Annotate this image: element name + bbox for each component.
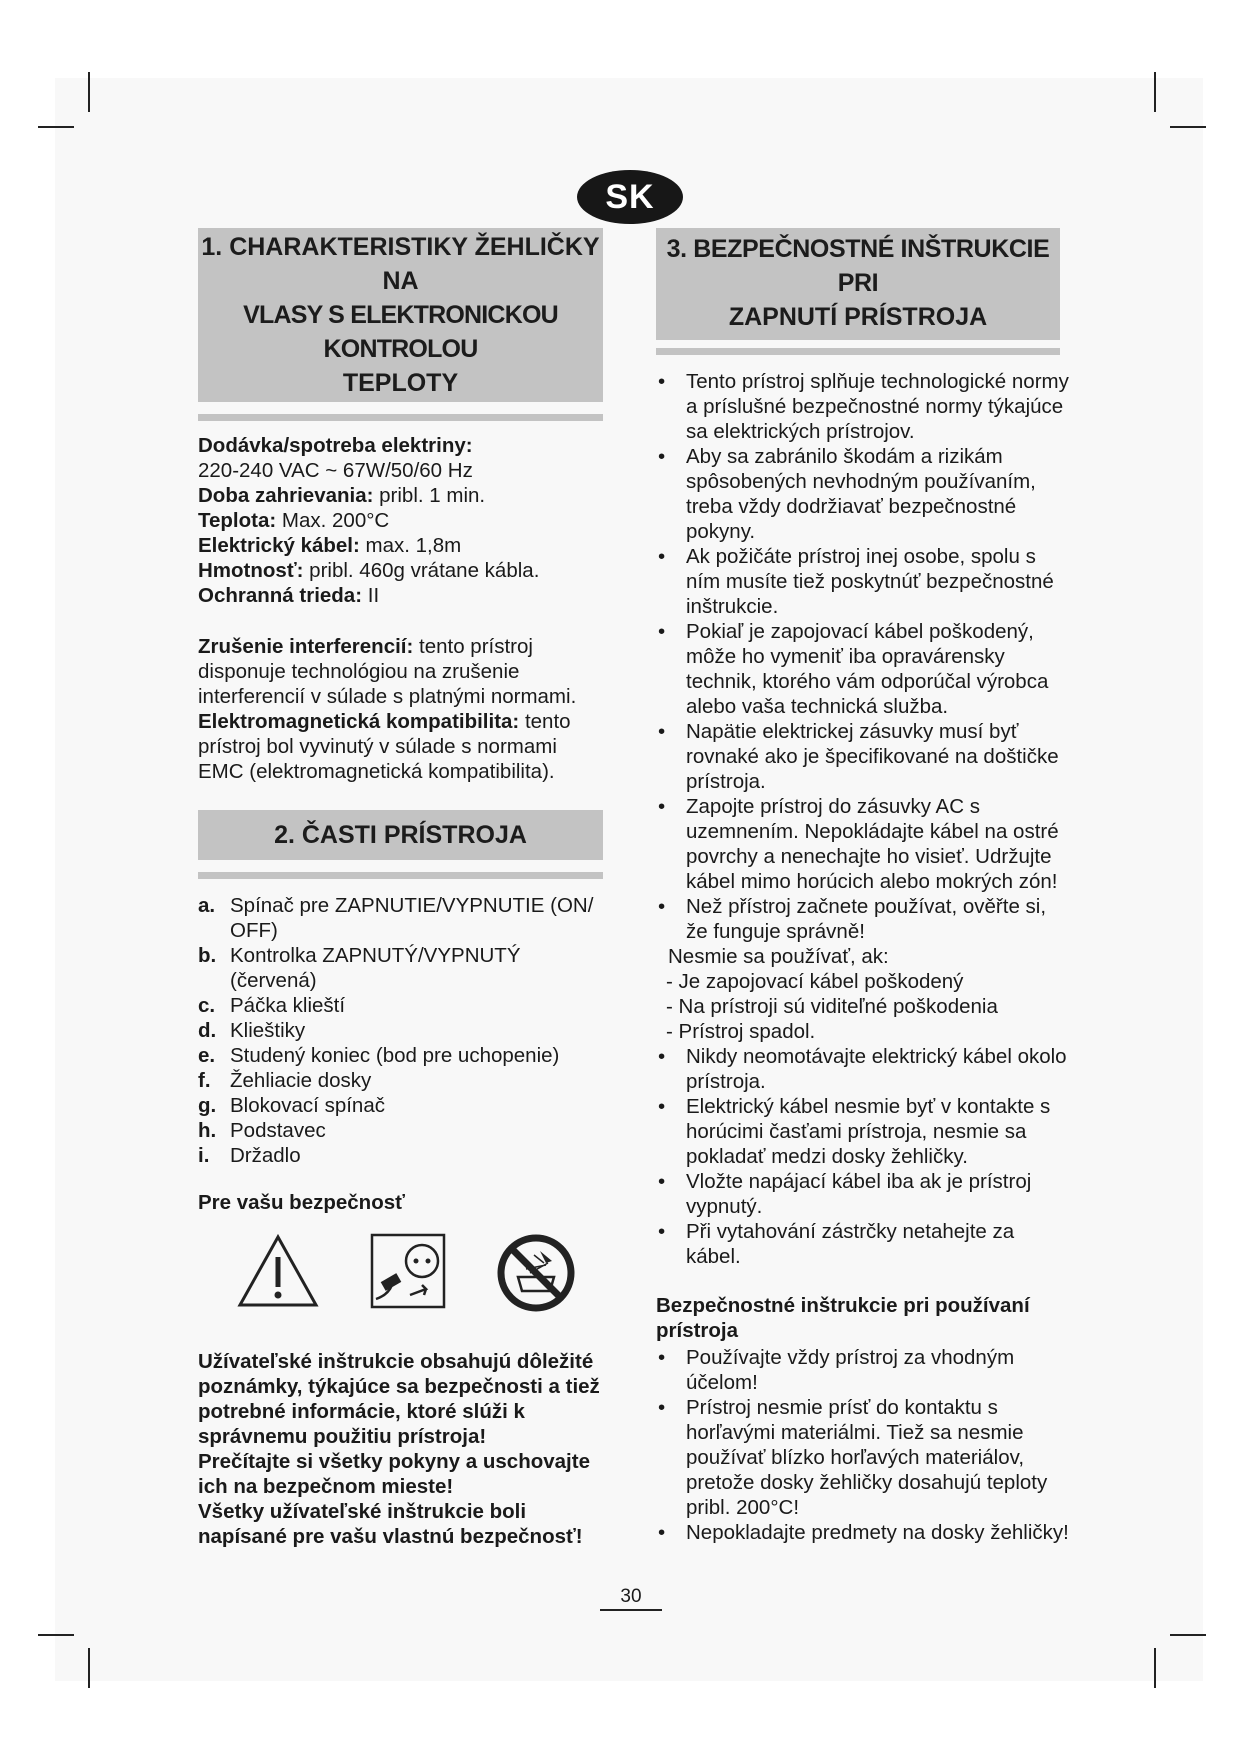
part-key: a.	[198, 894, 216, 917]
crop-mark	[1154, 72, 1156, 112]
part-text: Studený koniec (bod pre uchopenie)	[230, 1044, 560, 1067]
list-item: • Při vytahování zástrčky netahejte za kábel.	[656, 1219, 1072, 1269]
list-item	[198, 1143, 603, 1168]
spec-label: Doba zahrievania:	[198, 484, 374, 507]
list-item: • Napätie elektrickej zásuvky musí byť rovnaké ako je špecifikované na doštičke prístroja.	[656, 719, 1072, 794]
part-text: Blokovací spínač	[230, 1094, 385, 1117]
page-number: 30	[600, 1585, 662, 1611]
part-key: d.	[198, 1019, 217, 1042]
interference-label: Zrušenie interferencií:	[198, 635, 414, 658]
crop-mark	[38, 1634, 74, 1636]
spec-label: Ochranná trieda:	[198, 584, 363, 607]
crop-mark	[38, 126, 74, 128]
emc-label: Elektromagnetická kompatibilita:	[198, 710, 520, 733]
list-item	[198, 993, 603, 1018]
section-1-title	[198, 228, 603, 402]
section-1-title-line: TEPLOTY	[342, 369, 459, 397]
no-water-bath-icon	[496, 1233, 576, 1313]
interference-paragraph	[198, 634, 603, 709]
part-key: f.	[198, 1069, 211, 1092]
list-item: • Nikdy neomotávajte elektrický kábel okolo prístroja.	[656, 1044, 1072, 1094]
list-item: - Prístroj spadol.	[666, 1020, 816, 1043]
part-text: Držadlo	[230, 1144, 301, 1167]
list-item: • Pokiaľ je zapojovací kábel poškodený, môže ho vymeniť iba opravárensky technik, ktorého vám odporúčal výrobca alebo vaša technická služba.	[656, 619, 1072, 719]
right-column	[656, 228, 1072, 1545]
list-item: • Aby sa zabránilo škodám a rizikám spôsobených nevhodným používaním, treba vždy dodržiavať bezpečnostné pokyny.	[656, 444, 1072, 544]
spec-value: max. 1,8m	[359, 534, 462, 557]
emc-paragraph	[198, 709, 603, 784]
safety-icons	[236, 1233, 576, 1313]
list-item	[198, 1018, 603, 1043]
list-item	[198, 1068, 603, 1093]
crop-mark	[1170, 126, 1206, 128]
warning-paragraph	[198, 1349, 603, 1549]
part-key: h.	[198, 1119, 217, 1142]
section-1-title-line: VLASY S ELEKTRONICKOU KONTROLOU	[243, 301, 558, 363]
spec-value: pribl. 1 min.	[373, 484, 486, 507]
part-key: g.	[198, 1094, 217, 1117]
safety-list-b	[656, 1044, 1072, 1269]
spec-value: pribl. 460g vrátane kábla.	[303, 559, 540, 582]
list-item	[198, 1043, 603, 1068]
spec-value: Max. 200°C	[276, 509, 390, 532]
interference-text: tento prístroj disponuje technológiou na zrušenie interferencií v súlade s platnými normami.	[198, 635, 577, 708]
section-rule	[656, 348, 1060, 355]
left-column	[198, 228, 603, 1549]
part-text: Kontrolka ZAPNUTÝ/VYPNUTÝ (červená)	[230, 944, 521, 992]
part-text: Páčka klieští	[230, 994, 346, 1017]
not-use-list	[656, 969, 1072, 1044]
list-item: - Na prístroji sú viditeľné poškodenia	[666, 995, 998, 1018]
language-badge: SK	[577, 170, 683, 224]
list-item: • Nepokladajte predmety na dosky žehličky!	[656, 1520, 1072, 1545]
crop-mark	[1154, 1648, 1156, 1688]
crop-mark	[1170, 1634, 1206, 1636]
usage-heading: Bezpečnostné inštrukcie pri používaní prístroja	[656, 1294, 1030, 1342]
list-item	[198, 943, 603, 993]
safety-heading: Pre vašu bezpečnosť	[198, 1191, 405, 1214]
spec-label: Elektrický kábel:	[198, 534, 360, 557]
safety-list-a	[656, 369, 1072, 944]
section-1-title-line: 1. CHARAKTERISTIKY ŽEHLIČKY NA	[201, 233, 600, 295]
specs-block	[198, 433, 603, 608]
part-text: Žehliacie dosky	[230, 1069, 372, 1092]
warning-text: Prečítajte si všetky pokyny a uschovajte ich na bezpečnom mieste!	[198, 1450, 590, 1498]
list-item: • Zapojte prístroj do zásuvky AC s uzemnením. Nepokládajte kábel na ostré povrchy a nenechajte ho visieť. Udržujte kábel mimo horúcich alebo mokrých zón!	[656, 794, 1072, 894]
spec-label: Teplota:	[198, 509, 277, 532]
section-3-title-line: ZAPNUTÍ PRÍSTROJA	[728, 303, 988, 331]
emc-text: tento prístroj bol vyvinutý v súlade s normami EMC (elektromagnetická kompatibilita).	[198, 710, 571, 783]
list-item: - Je zapojovací kábel poškodený	[666, 970, 964, 993]
list-item	[198, 1093, 603, 1118]
section-3-title	[656, 228, 1060, 340]
spec-value: II	[362, 584, 380, 607]
section-3-title-line: 3. BEZPEČNOSTNÉ INŠTRUKCIE PRI	[666, 235, 1050, 297]
part-key: b.	[198, 944, 217, 967]
part-text: Podstavec	[230, 1119, 326, 1142]
warning-text: Všetky užívateľské inštrukcie boli napísané pre vašu vlastnú bezpečnosť!	[198, 1500, 583, 1548]
warning-text: Užívateľské inštrukcie obsahujú dôležité poznámky, týkajúce sa bezpečnosti a tiež potrebné informácie, ktoré slúži k správnemu použitiu prístroja!	[198, 1350, 600, 1448]
crop-mark	[88, 1648, 90, 1688]
part-key: e.	[198, 1044, 216, 1067]
crop-mark	[88, 72, 90, 112]
part-text: Klieštiky	[230, 1019, 306, 1042]
parts-list	[198, 893, 603, 1168]
section-2-title: 2. ČASTI PRÍSTROJA	[198, 810, 603, 860]
list-item	[198, 893, 603, 943]
list-item: • Než přístroj začnete používat, ověřte si, že funguje správně!	[656, 894, 1072, 944]
section-rule	[198, 414, 603, 421]
list-item: • Prístroj nesmie prísť do kontaktu s horľavými materiálmi. Tiež sa nesmie používať blízko horľavých materiálov, pretože dosky žehličky dosahujú teploty pribl. 200°C!	[656, 1395, 1072, 1520]
section-rule	[198, 872, 603, 879]
usage-list	[656, 1345, 1072, 1545]
spec-label: Dodávka/spotreba elektriny:	[198, 434, 473, 457]
list-item: • Vložte napájací kábel iba ak je prístroj vypnutý.	[656, 1169, 1072, 1219]
list-item: • Ak požičáte prístroj inej osobe, spolu s ním musíte tiež poskytnúť bezpečnostné inštrukcie.	[656, 544, 1072, 619]
part-key: i.	[198, 1144, 210, 1167]
spec-value: 220-240 VAC ~ 67W/50/60 Hz	[198, 459, 473, 482]
list-item: • Elektrický kábel nesmie byť v kontakte s horúcimi časťami prístroja, nesmie sa pokladať medzi dosky žehličky.	[656, 1094, 1072, 1169]
list-item	[198, 1118, 603, 1143]
spec-label: Hmotnosť:	[198, 559, 304, 582]
unplug-socket-icon	[370, 1233, 446, 1309]
warning-triangle-icon	[236, 1233, 320, 1309]
not-use-heading: Nesmie sa používať, ak:	[668, 945, 889, 968]
list-item: • Používajte vždy prístroj za vhodným účelom!	[656, 1345, 1072, 1395]
part-key: c.	[198, 994, 216, 1017]
list-item: • Tento prístroj splňuje technologické normy a príslušné bezpečnostné normy týkajúce sa elektrických prístrojov.	[656, 369, 1072, 444]
part-text: Spínač pre ZAPNUTIE/VYPNUTIE (ON/ OFF)	[230, 894, 594, 942]
